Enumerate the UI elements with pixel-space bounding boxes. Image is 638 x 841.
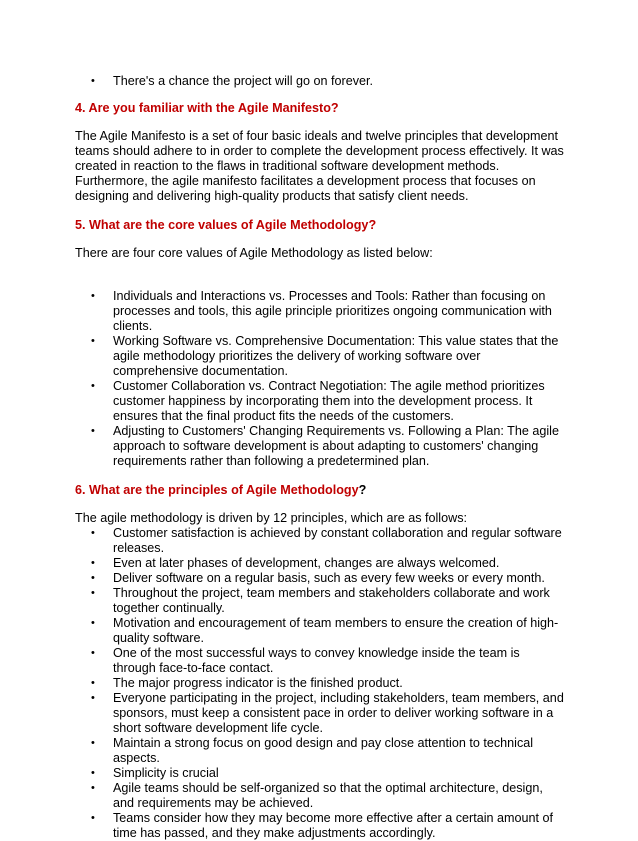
bullet-icon: •	[91, 647, 95, 659]
bullet-icon: •	[91, 782, 95, 794]
bullet-icon: •	[91, 335, 95, 347]
list-item-text: Teams consider how they may become more effective after a certain amount of time has passed, and they make adjustments accordingly.	[113, 811, 554, 840]
list-item	[75, 616, 565, 646]
bullet-icon: •	[91, 75, 95, 87]
bullet-icon: •	[91, 290, 95, 302]
bullet-icon: •	[91, 737, 95, 749]
document-page	[75, 0, 565, 841]
list-item	[75, 676, 565, 691]
bullet-icon: •	[91, 677, 95, 689]
list-item-text: Maintain a strong focus on good design and pay close attention to technical aspects.	[113, 736, 534, 765]
list-item-text: The major progress indicator is the finished product.	[113, 676, 403, 690]
bullet-icon: •	[91, 425, 95, 437]
bullet-icon: •	[91, 767, 95, 779]
q6-heading-text: 6. What are the principles of Agile Methodology	[75, 483, 359, 497]
list-item	[75, 74, 565, 89]
list-item-text: Everyone participating in the project, including stakeholders, team members, and sponsors, must keep a consistent pace in order to deliver working software in a short software development life cycle.	[113, 691, 564, 735]
bullet-icon: •	[91, 587, 95, 599]
list-item	[75, 289, 565, 334]
list-item	[75, 691, 565, 736]
list-item	[75, 586, 565, 616]
bullet-icon: •	[91, 812, 95, 824]
list-item	[75, 646, 565, 676]
list-item-text: Motivation and encouragement of team members to ensure the creation of high-quality software.	[113, 616, 559, 645]
list-item-text: Adjusting to Customers' Changing Requirements vs. Following a Plan: The agile approach to software development is about adapting to customers' changing requirements rather than following a predetermined plan.	[113, 424, 559, 468]
list-item	[75, 811, 565, 841]
list-item	[75, 736, 565, 766]
list-item	[75, 766, 565, 781]
bullet-icon: •	[91, 527, 95, 539]
list-item	[75, 334, 565, 379]
section-heading-q6	[75, 483, 565, 498]
list-item-text: Throughout the project, team members and stakeholders collaborate and work together continually.	[113, 586, 550, 615]
list-item	[75, 526, 565, 556]
bullet-icon: •	[91, 692, 95, 704]
bullet-icon: •	[91, 572, 95, 584]
q6-heading-mark: ?	[358, 483, 367, 497]
list-item	[75, 781, 565, 811]
q5-core-values-list	[75, 289, 565, 469]
list-item-text: Customer Collaboration vs. Contract Negotiation: The agile method prioritizes customer happiness by incorporating them into the development process. It ensures that the final product fits the needs of the customers.	[113, 379, 545, 423]
bullet-icon: •	[91, 617, 95, 629]
list-item-text: One of the most successful ways to convey knowledge inside the team is through face-to-face contact.	[113, 646, 520, 675]
q6-principles-list	[75, 526, 565, 841]
section-heading-q4: 4. Are you familiar with the Agile Manifesto?	[75, 101, 339, 115]
list-item	[75, 379, 565, 424]
list-item	[75, 571, 565, 586]
list-item-text: Even at later phases of development, changes are always welcomed.	[113, 556, 500, 570]
bullet-icon: •	[91, 557, 95, 569]
list-item-text: Individuals and Interactions vs. Processes and Tools: Rather than focusing on processes and tools, this agile principle prioritizes ongoing communication with clients.	[113, 289, 552, 333]
q5-intro: There are four core values of Agile Methodology as listed below:	[75, 246, 433, 260]
list-item-text: Working Software vs. Comprehensive Documentation: This value states that the agile methodology prioritizes the delivery of working software over comprehensive documentation.	[113, 334, 559, 378]
section-heading-q5: 5. What are the core values of Agile Methodology?	[75, 218, 377, 232]
list-item	[75, 556, 565, 571]
bullet-icon: •	[91, 380, 95, 392]
list-item-text: Customer satisfaction is achieved by constant collaboration and regular software releases.	[113, 526, 562, 555]
q6-intro: The agile methodology is driven by 12 principles, which are as follows:	[75, 511, 468, 525]
list-item	[75, 424, 565, 469]
list-item-text: Agile teams should be self-organized so that the optimal architecture, design, and requirements may be achieved.	[113, 781, 543, 810]
list-item-text: Deliver software on a regular basis, such as every few weeks or every month.	[113, 571, 545, 585]
list-item-text: There's a chance the project will go on forever.	[113, 74, 374, 88]
q4-body: The Agile Manifesto is a set of four basic ideals and twelve principles that development teams should adhere to in order to complete the development process effectively. It was created in reaction to the flaws in traditional software development methods. Furthermore, the agile manifesto facilitates a development process that focuses on designing and delivering high-quality products that satisfy client needs.	[75, 129, 564, 203]
list-item-text: Simplicity is crucial	[113, 766, 219, 780]
intro-bullet-list	[75, 74, 565, 89]
